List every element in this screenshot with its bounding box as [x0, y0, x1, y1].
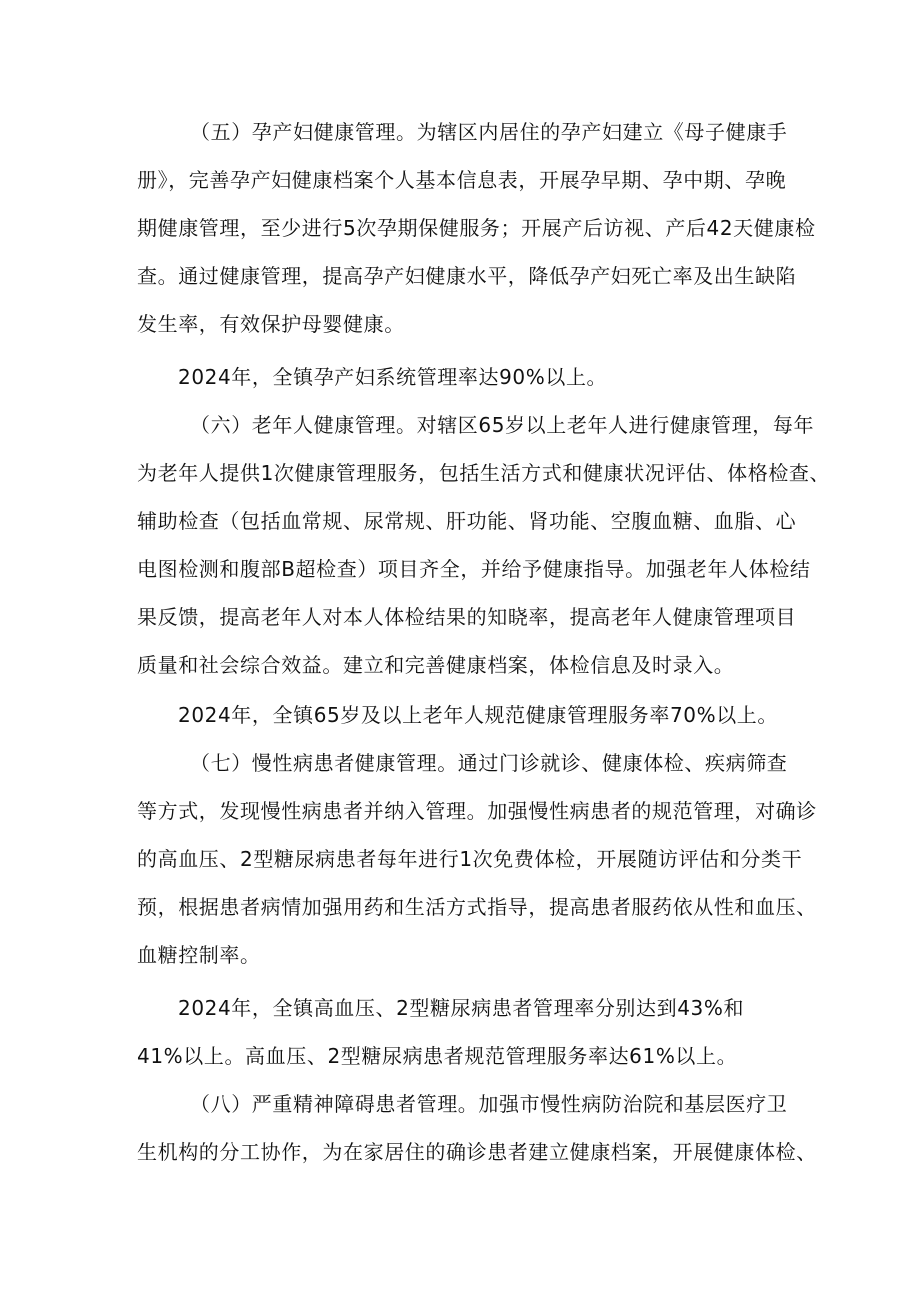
text-line: 册》，完善孕产妇健康档案个人基本信息表，开展孕早期、孕中期、孕晚	[137, 168, 787, 192]
text-line: 等方式，发现慢性病患者并纳入管理。加强慢性病患者的规范管理，对确诊	[137, 799, 817, 823]
text-line: 41%以上。高血压、2型糖尿病患者规范管理服务率达61%以上。	[137, 1044, 738, 1068]
text-line: 2024年，全镇高血压、2型糖尿病患者管理率分别达到43%和	[178, 996, 745, 1020]
text-line: （七）慢性病患者健康管理。通过门诊就诊、健康体检、疾病筛查	[190, 751, 788, 775]
text-line: （五）孕产妇健康管理。为辖区内居住的孕产妇建立《母子健康手	[190, 120, 788, 144]
text-line: 生机构的分工协作，为在家居住的确诊患者建立健康档案，开展健康体检、	[137, 1140, 817, 1164]
text-line: （八）严重精神障碍患者管理。加强市慢性病防治院和基层医疗卫	[190, 1092, 788, 1116]
text-line: 的高血压、2型糖尿病患者每年进行1次免费体检，开展随访评估和分类干	[137, 847, 803, 871]
text-line: 果反馈，提高老年人对本人体检结果的知晓率，提高老年人健康管理项目	[137, 605, 797, 629]
text-line: 2024年，全镇65岁及以上老年人规范健康管理服务率70%以上。	[178, 703, 779, 727]
text-line: 质量和社会综合效益。建立和完善健康档案，体检信息及时录入。	[137, 653, 735, 677]
text-line: 2024年，全镇孕产妇系统管理率达90%以上。	[178, 365, 608, 389]
text-line: 电图检测和腹部B超检查）项目齐全，并给予健康指导。加强老年人体检结	[137, 557, 811, 581]
text-line: 辅助检查（包括血常规、尿常规、肝功能、肾功能、空腹血糖、血脂、心	[137, 509, 797, 533]
text-line: 预，根据患者病情加强用药和生活方式指导，提高患者服药依从性和血压、	[137, 895, 817, 919]
text-line: 为老年人提供1次健康管理服务，包括生活方式和健康状况评估、体格检查、	[137, 461, 831, 485]
text-line: 血糖控制率。	[137, 943, 261, 967]
text-line: （六）老年人健康管理。对辖区65岁以上老年人进行健康管理，每年	[190, 413, 815, 437]
text-line: 期健康管理，至少进行5次孕期保健服务；开展产后访视、产后42天健康检	[137, 216, 816, 240]
text-line: 发生率，有效保护母婴健康。	[137, 312, 405, 336]
text-line: 查。通过健康管理，提高孕产妇健康水平，降低孕产妇死亡率及出生缺陷	[137, 264, 797, 288]
